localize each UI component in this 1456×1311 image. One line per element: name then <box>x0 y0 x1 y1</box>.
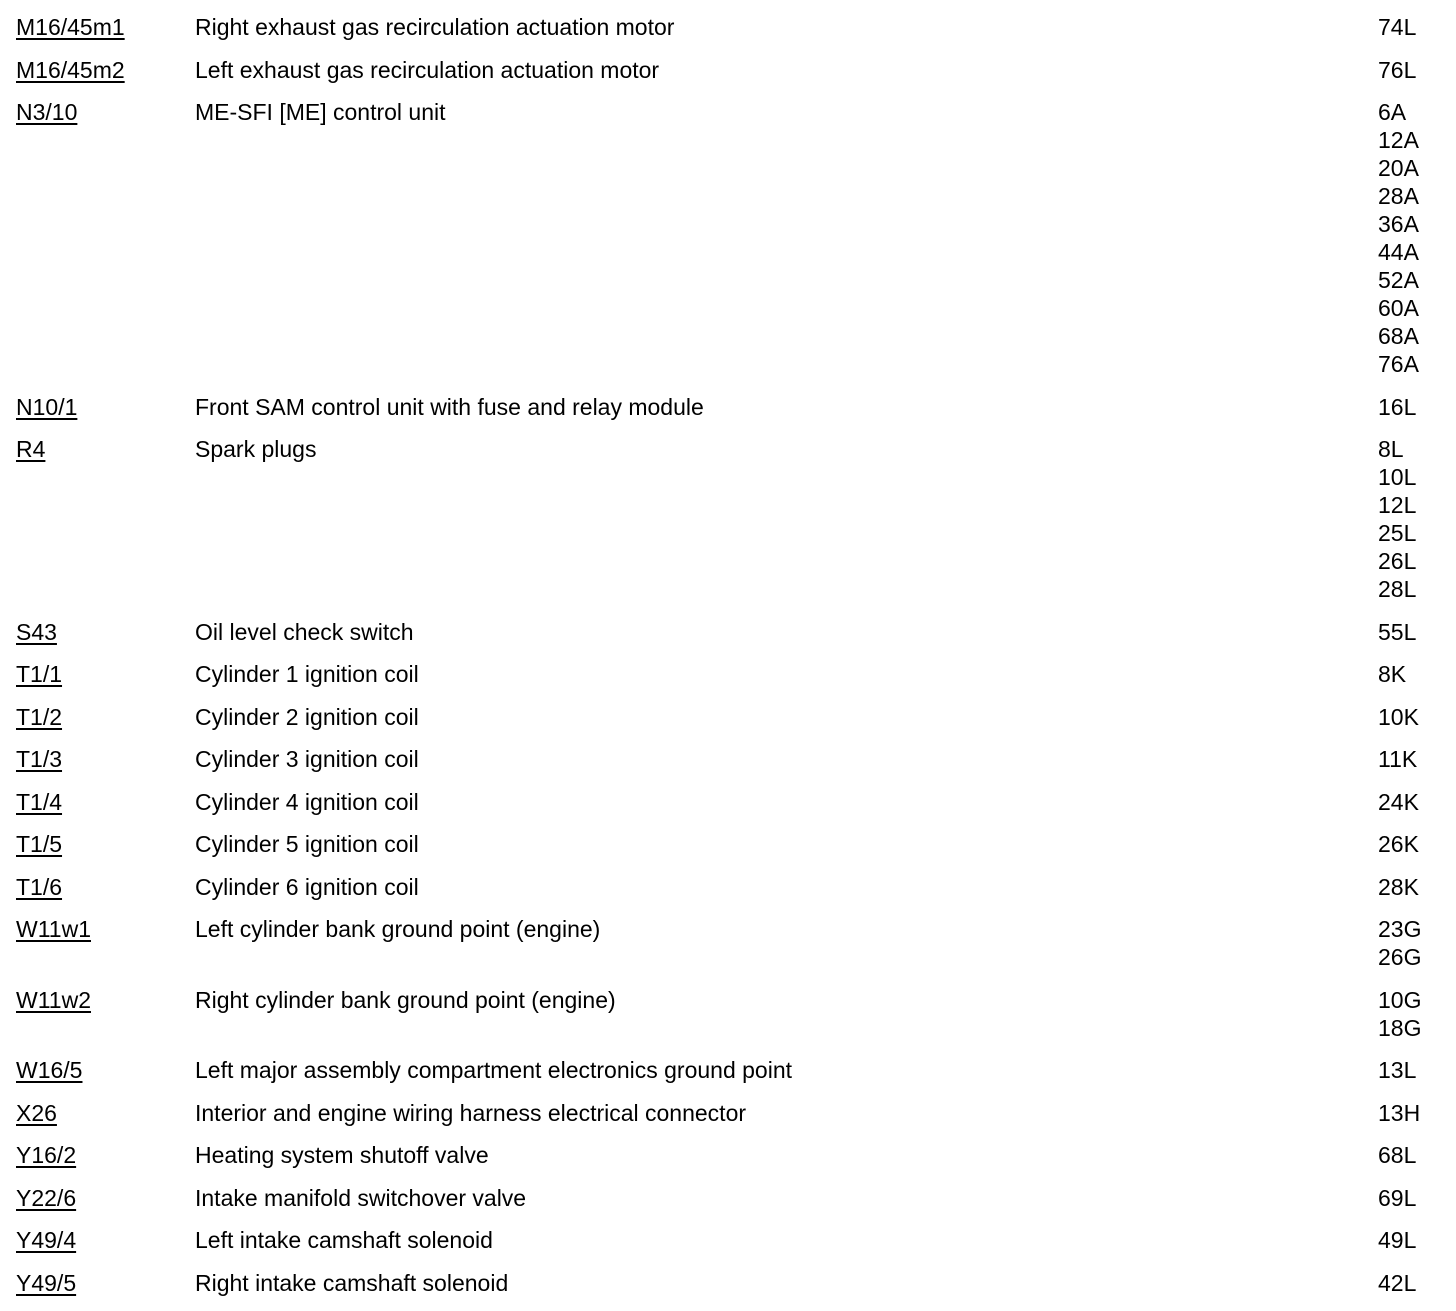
grid-reference-list <box>1378 98 1432 378</box>
grid-reference: 6A <box>1378 99 1407 125</box>
component-code-cell <box>16 745 195 773</box>
component-description: Right intake camshaft solenoid <box>195 1269 509 1296</box>
component-code-link[interactable]: Y22/6 <box>16 1184 77 1211</box>
component-code-link[interactable]: R4 <box>16 436 46 462</box>
legend-row <box>16 1099 1432 1127</box>
grid-reference-list <box>1378 703 1432 731</box>
grid-reference: 26G <box>1378 944 1422 970</box>
grid-reference: 49L <box>1378 1227 1417 1253</box>
grid-reference-list <box>1378 1184 1432 1212</box>
component-code-cell <box>16 873 195 901</box>
component-code-link[interactable]: T1/3 <box>16 746 63 772</box>
grid-reference: 28A <box>1378 183 1419 209</box>
grid-reference-list <box>1378 435 1432 603</box>
grid-reference: 18G <box>1378 1014 1422 1041</box>
component-code-link[interactable]: X26 <box>16 1099 57 1126</box>
component-description: Heating system shutoff valve <box>195 1142 489 1168</box>
grid-reference: 76L <box>1378 56 1417 83</box>
legend-row <box>16 56 1432 84</box>
grid-reference: 26L <box>1378 548 1417 574</box>
component-code-cell <box>16 56 195 84</box>
component-description: Cylinder 5 ignition coil <box>195 831 419 857</box>
legend-row <box>16 1141 1432 1169</box>
component-description: Left major assembly compartment electronics ground point <box>195 1057 793 1083</box>
grid-reference-list <box>1378 986 1432 1042</box>
legend-row <box>16 788 1432 816</box>
component-description: Intake manifold switchover valve <box>195 1184 527 1211</box>
grid-reference: 20A <box>1378 155 1419 181</box>
legend-row <box>16 1269 1432 1297</box>
component-code-cell <box>16 435 195 463</box>
component-description: Left exhaust gas recirculation actuation motor <box>195 56 660 83</box>
component-code-link[interactable]: Y49/4 <box>16 1227 77 1253</box>
component-code-link[interactable]: M16/45m1 <box>16 14 125 40</box>
legend-row <box>16 98 1432 378</box>
grid-reference: 13L <box>1378 1057 1417 1083</box>
component-code-link[interactable]: T1/1 <box>16 661 63 687</box>
grid-reference: 8L <box>1378 436 1404 462</box>
component-code-cell <box>16 1184 195 1212</box>
grid-reference: 11K <box>1378 746 1418 772</box>
component-code-cell <box>16 98 195 126</box>
legend-row <box>16 1184 1432 1212</box>
grid-reference: 55L <box>1378 618 1417 645</box>
grid-reference-list <box>1378 873 1432 901</box>
legend-row <box>16 986 1432 1042</box>
grid-reference: 24K <box>1378 788 1419 815</box>
component-code-cell <box>16 1056 195 1084</box>
grid-reference-list <box>1378 1226 1432 1254</box>
component-code-cell <box>16 393 195 421</box>
grid-reference: 10L <box>1378 464 1417 490</box>
component-code-cell <box>16 703 195 731</box>
grid-reference: 26K <box>1378 831 1419 857</box>
component-description: Spark plugs <box>195 436 317 462</box>
grid-reference: 60A <box>1378 295 1419 321</box>
component-code-link[interactable]: S43 <box>16 618 57 645</box>
legend-row <box>16 435 1432 603</box>
legend-row <box>16 618 1432 646</box>
component-code-link[interactable]: Y16/2 <box>16 1142 77 1168</box>
component-description: Cylinder 1 ignition coil <box>195 661 419 687</box>
grid-reference: 23G <box>1378 916 1422 942</box>
component-code-cell <box>16 618 195 646</box>
legend-row <box>16 13 1432 41</box>
grid-reference: 69L <box>1378 1184 1417 1211</box>
legend-row <box>16 1226 1432 1254</box>
grid-reference: 10K <box>1378 703 1419 730</box>
grid-reference: 68L <box>1378 1142 1417 1168</box>
legend-row <box>16 393 1432 421</box>
component-code-link[interactable]: T1/2 <box>16 703 63 730</box>
component-code-cell <box>16 1141 195 1169</box>
grid-reference: 12L <box>1378 492 1417 518</box>
legend-row <box>16 745 1432 773</box>
component-description: Oil level check switch <box>195 618 414 645</box>
component-code-cell <box>16 1269 195 1297</box>
grid-reference-list <box>1378 745 1432 773</box>
grid-reference-list <box>1378 393 1432 421</box>
component-description: Interior and engine wiring harness electrical connector <box>195 1099 747 1126</box>
grid-reference-list <box>1378 56 1432 84</box>
component-description: Cylinder 6 ignition coil <box>195 873 419 900</box>
legend-row <box>16 873 1432 901</box>
component-description: Cylinder 2 ignition coil <box>195 703 419 730</box>
component-code-link[interactable]: W11w2 <box>16 986 91 1013</box>
component-code-cell <box>16 788 195 816</box>
grid-reference: 36A <box>1378 211 1419 237</box>
grid-reference: 8K <box>1378 661 1407 687</box>
grid-reference-list <box>1378 1269 1432 1297</box>
legend-row <box>16 660 1432 688</box>
grid-reference: 28K <box>1378 873 1419 900</box>
component-description: ME-SFI [ME] control unit <box>195 99 446 125</box>
component-code-link[interactable]: N10/1 <box>16 393 78 420</box>
legend-row <box>16 915 1432 971</box>
component-code-cell <box>16 13 195 41</box>
grid-reference-list <box>1378 1056 1432 1084</box>
component-code-cell <box>16 830 195 858</box>
grid-reference: 28L <box>1378 576 1417 602</box>
component-description: Right exhaust gas recirculation actuation motor <box>195 14 675 40</box>
grid-reference: 13H <box>1378 1099 1421 1126</box>
component-code-link[interactable]: T1/6 <box>16 873 63 900</box>
grid-reference: 76A <box>1378 351 1419 377</box>
component-code-cell <box>16 1099 195 1127</box>
component-code-cell <box>16 986 195 1014</box>
grid-reference-list <box>1378 618 1432 646</box>
component-code-link[interactable]: W11w1 <box>16 916 91 942</box>
grid-reference-list <box>1378 660 1432 688</box>
grid-reference-list <box>1378 788 1432 816</box>
legend-row <box>16 703 1432 731</box>
grid-reference-list <box>1378 915 1432 971</box>
component-code-cell <box>16 915 195 943</box>
legend-row <box>16 830 1432 858</box>
grid-reference-list <box>1378 1099 1432 1127</box>
component-code-link[interactable]: T1/4 <box>16 788 63 815</box>
component-code-cell <box>16 1226 195 1254</box>
grid-reference: 74L <box>1378 14 1417 40</box>
component-code-cell <box>16 660 195 688</box>
grid-reference: 42L <box>1378 1269 1417 1296</box>
component-code-link[interactable]: N3/10 <box>16 99 78 125</box>
grid-reference: 44A <box>1378 239 1419 265</box>
component-code-link[interactable]: Y49/5 <box>16 1269 77 1296</box>
component-description: Left intake camshaft solenoid <box>195 1227 493 1253</box>
grid-reference: 25L <box>1378 520 1417 546</box>
component-code-link[interactable]: W16/5 <box>16 1057 83 1083</box>
legend-row <box>16 1056 1432 1084</box>
grid-reference-list <box>1378 830 1432 858</box>
component-description: Cylinder 4 ignition coil <box>195 788 419 815</box>
component-description: Left cylinder bank ground point (engine) <box>195 916 601 942</box>
grid-reference-list <box>1378 1141 1432 1169</box>
component-description: Cylinder 3 ignition coil <box>195 746 419 772</box>
grid-reference: 68A <box>1378 323 1419 349</box>
grid-reference: 16L <box>1378 393 1417 420</box>
grid-reference-list <box>1378 13 1432 41</box>
grid-reference: 10G <box>1378 986 1422 1013</box>
grid-reference: 52A <box>1378 267 1419 293</box>
component-description: Front SAM control unit with fuse and relay module <box>195 393 704 420</box>
component-legend-table <box>16 13 1432 1311</box>
component-code-link[interactable]: M16/45m2 <box>16 56 125 83</box>
component-description: Right cylinder bank ground point (engine) <box>195 986 616 1013</box>
component-code-link[interactable]: T1/5 <box>16 831 63 857</box>
grid-reference: 12A <box>1378 127 1419 153</box>
